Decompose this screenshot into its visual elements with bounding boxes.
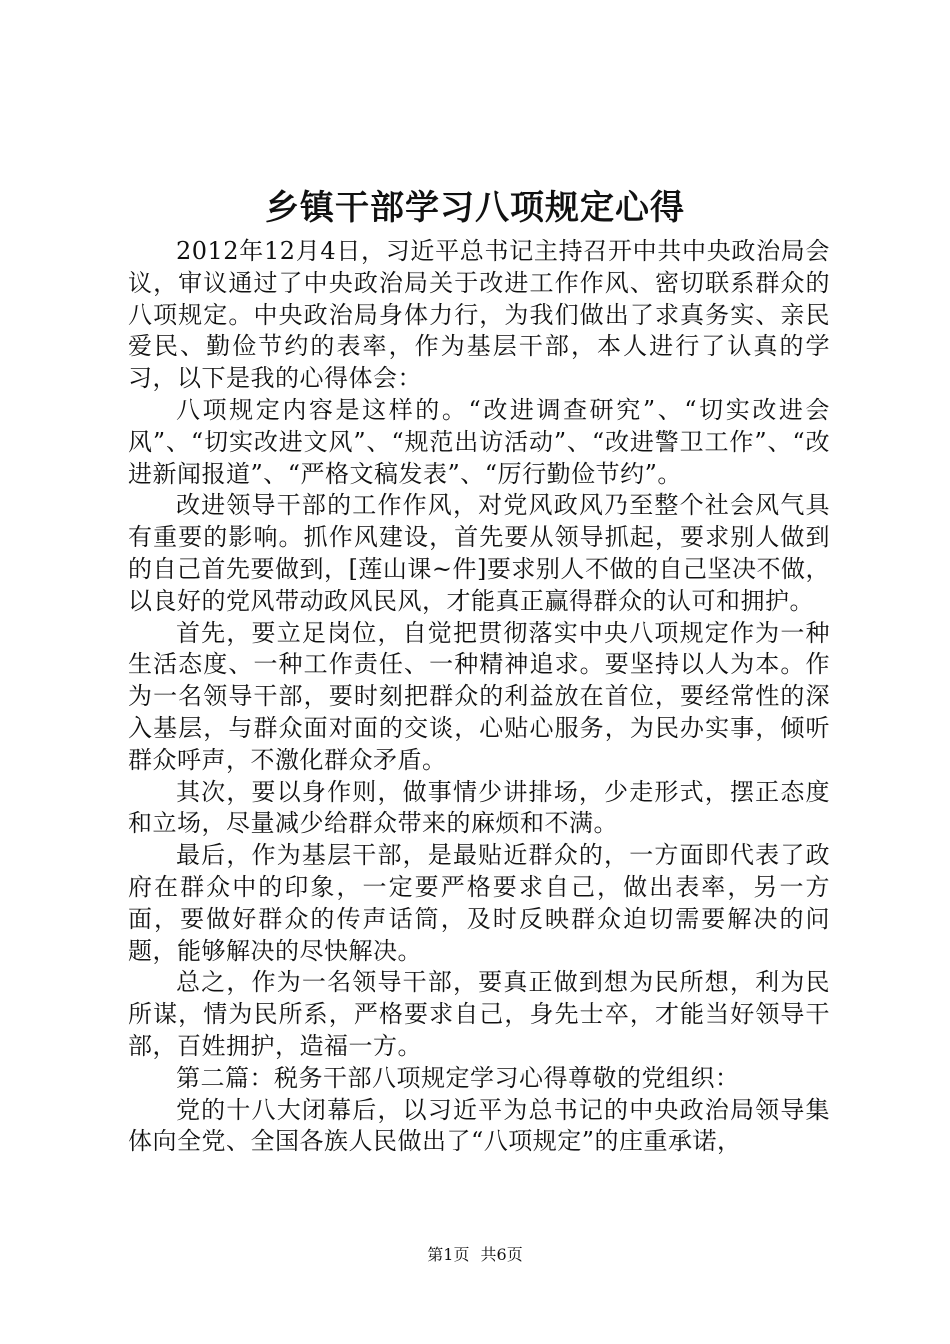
paragraph-eight-rules: 八项规定内容是这样的。“改进调查研究”、“切实改进会风”、“切实改进文风”、“规范出访活动”、“改进警卫工作”、“改进新闻报道”、“严格文稿发表”、“厉行勤俭节约”。 <box>128 395 830 488</box>
page-total: 共6页 <box>480 1245 523 1264</box>
paragraph-last: 最后，作为基层干部，是最贴近群众的，一方面即代表了政府在群众中的印象，一定要严格要求自己，做出表率，另一方面，要做好群众的传声话筒，及时反映群众迫切需要解决的问题，能够解决的尽快解决。 <box>128 841 830 965</box>
paragraph-summary: 总之，作为一名领导干部，要真正做到想为民所想，利为民所谋，情为民所系，严格要求自己，身先士卒，才能当好领导干部，百姓拥护，造福一方。 <box>128 968 830 1060</box>
document-body <box>128 236 830 1158</box>
paragraph-second: 其次，要以身作则，做事情少讲排场，少走形式，摆正态度和立场，尽量减少给群众带来的麻烦和不满。 <box>128 777 830 838</box>
paragraph-first: 首先，要立足岗位，自觉把贯彻落实中央八项规定作为一种生活态度、一种工作责任、一种精神追求。要坚持以人为本。作为一名领导干部，要时刻把群众的利益放在首位，要经常性的深入基层，与群众面对面的交谈，心贴心服务，为民办实事，倾听群众呼声，不激化群众矛盾。 <box>128 618 830 774</box>
document-title: 乡镇干部学习八项规定心得 <box>265 188 685 228</box>
paragraph-intro: 2012年12月4日，习近平总书记主持召开中共中央政治局会议，审议通过了中央政治局关于改进工作作风、密切联系群众的八项规定。中央政治局身体力行，为我们做出了求真务实、亲民爱民、勤俭节约的表率，作为基层干部，本人进行了认真的学习，以下是我的心得体会： <box>128 237 830 393</box>
paragraph-section-two-heading: 第二篇：税务干部八项规定学习心得尊敬的党组织： <box>176 1063 740 1092</box>
paragraph-work-style: 改进领导干部的工作作风，对党风政风乃至整个社会风气具有重要的影响。抓作风建设，首先要从领导抓起，要求别人做到的自己首先要做到，[莲山课~件]要求别人不做的自己坚决不做，以良好的党风带动政风民风，才能真正赢得群众的认可和拥护。 <box>128 491 830 615</box>
page-number: 第1页 <box>427 1245 470 1264</box>
paragraph-section-two-start: 党的十八大闭幕后，以习近平为总书记的中央政治局领导集体向全党、全国各族人民做出了“八项规定”的庄重承诺， <box>128 1095 830 1156</box>
page-footer <box>0 1244 950 1266</box>
